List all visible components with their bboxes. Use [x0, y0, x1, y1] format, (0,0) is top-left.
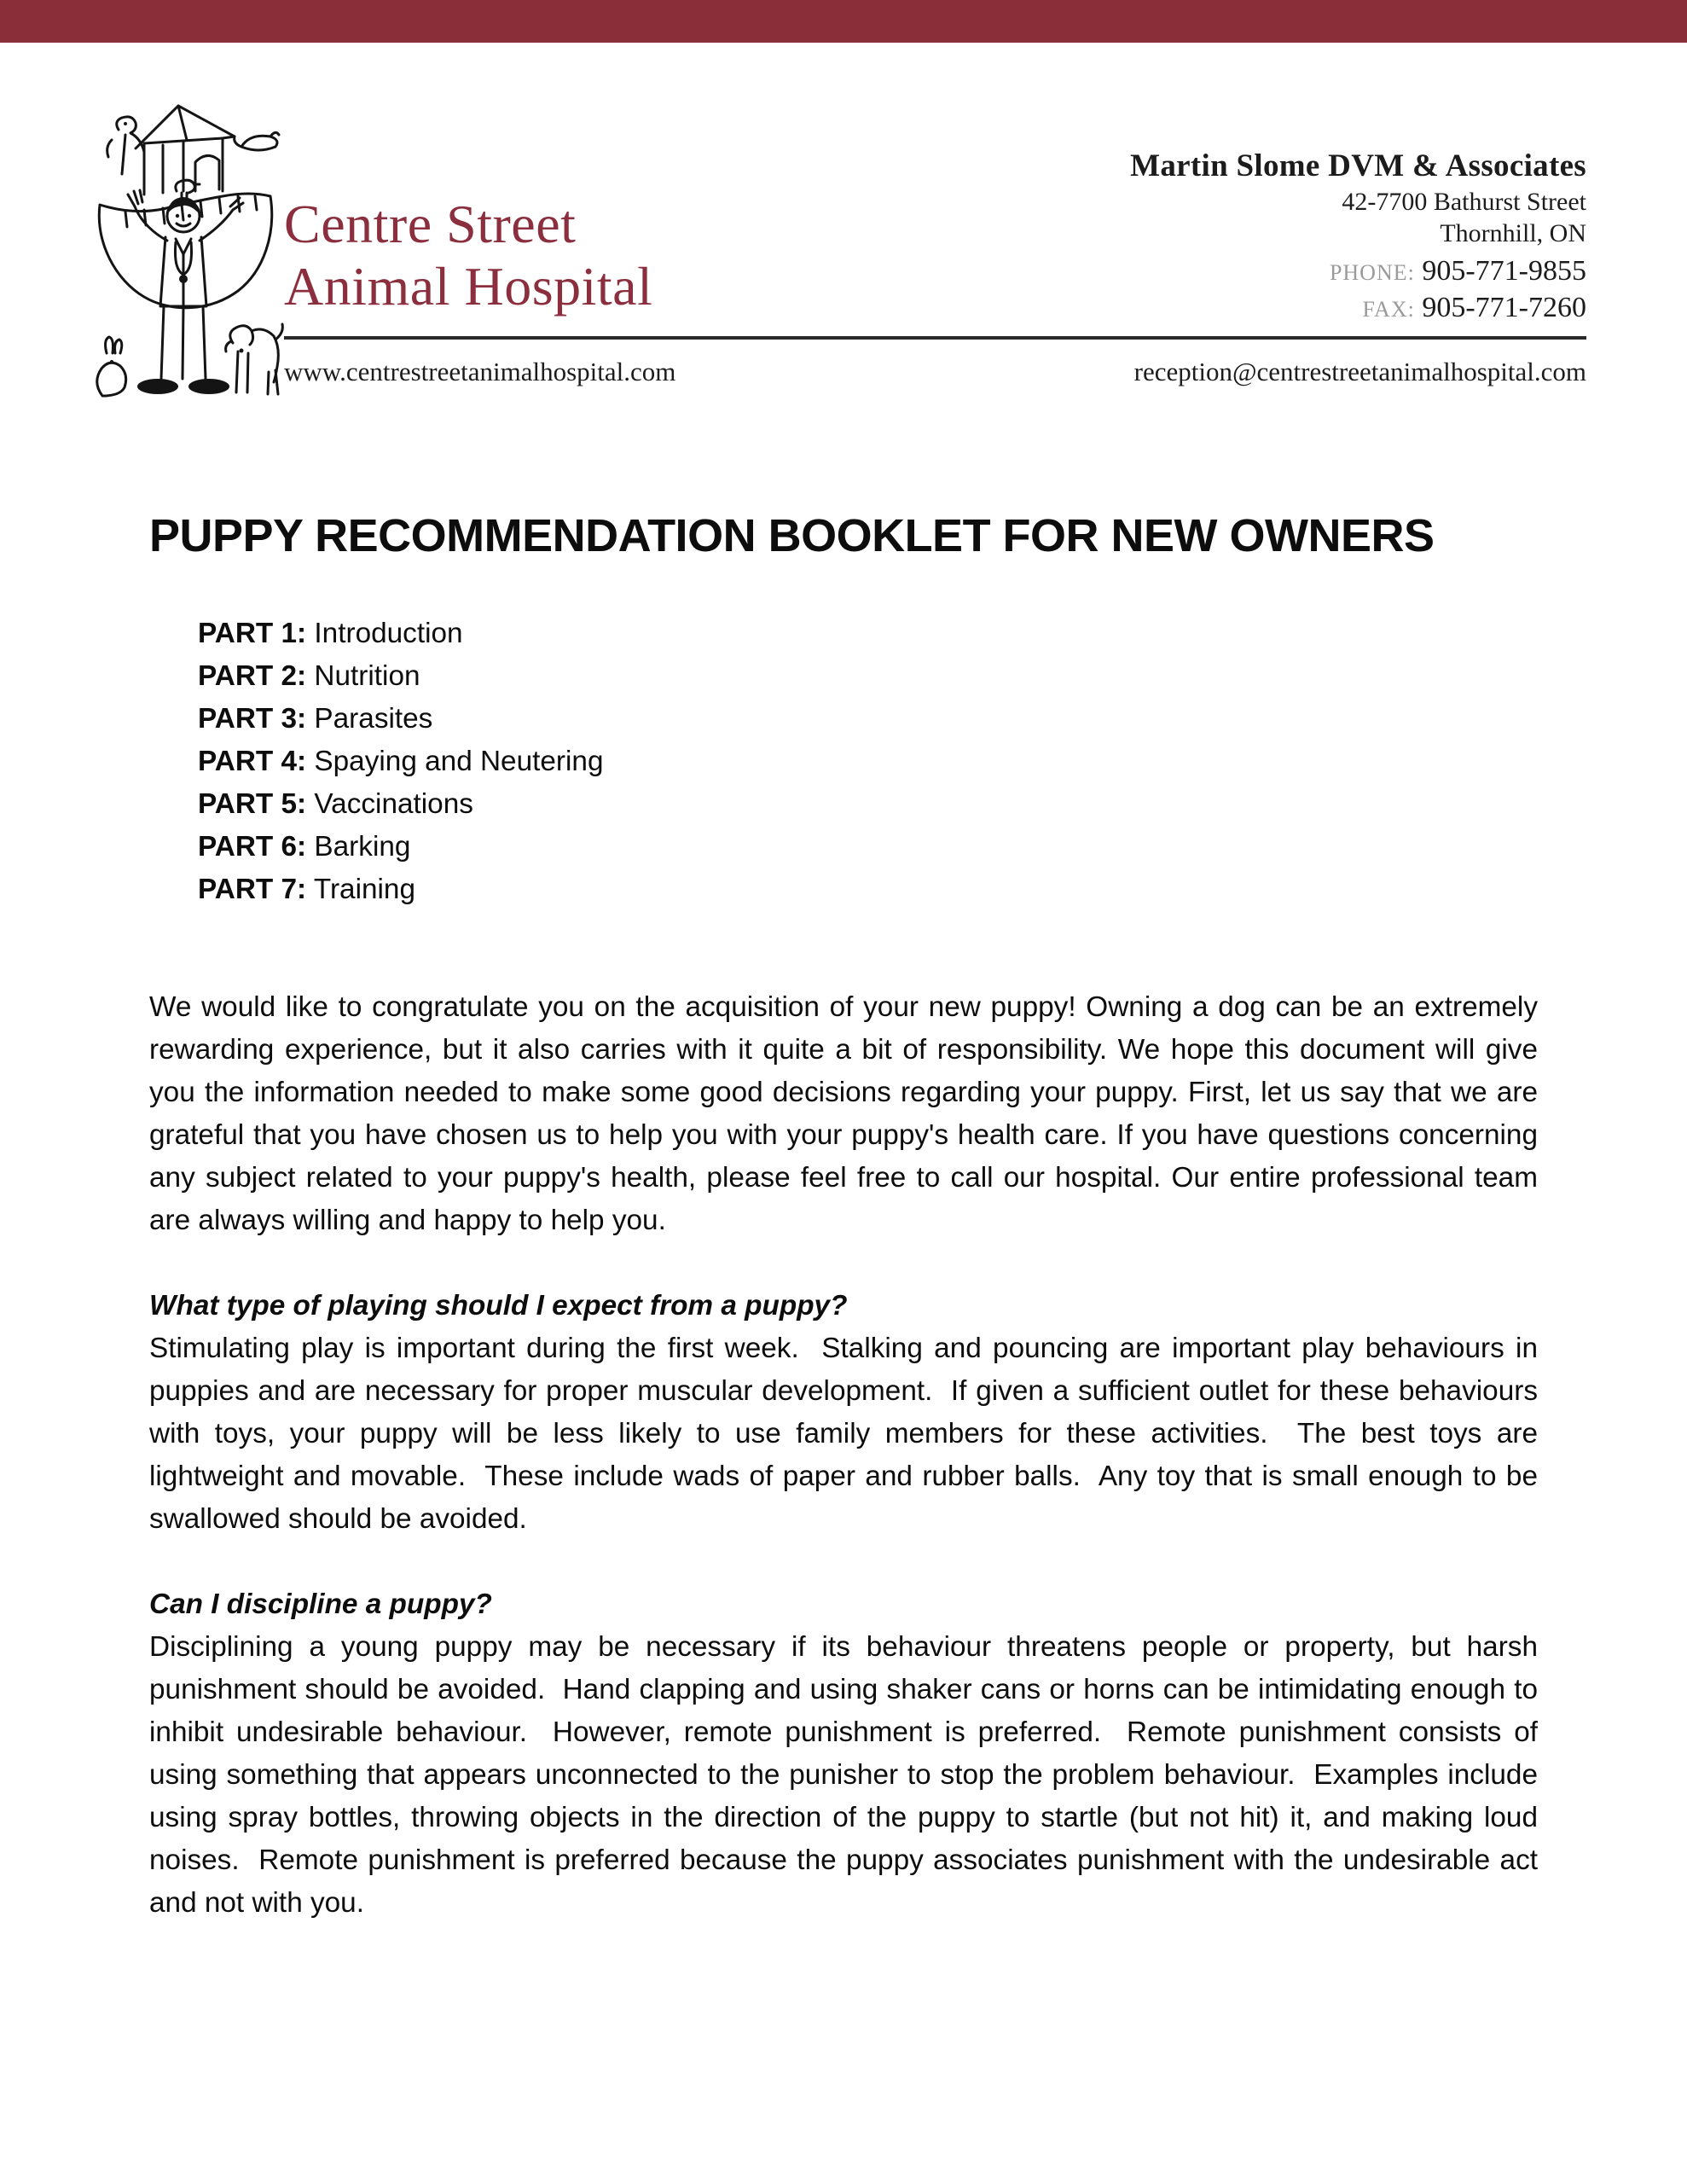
toc-item-part4: [198, 741, 1538, 783]
email-address: reception@centrestreetanimalhospital.com: [1133, 357, 1586, 386]
toc-part4-topic: Spaying and Neutering: [314, 746, 604, 777]
phone-row: [1130, 253, 1586, 291]
clinic-name-line2: Animal Hospital: [284, 256, 653, 317]
toc-part5-label: PART 5:: [198, 788, 307, 820]
address-line2: Thornhill, ON: [1440, 219, 1586, 247]
document-title: PUPPY RECOMMENDATION BOOKLET FOR NEW OWNERS: [149, 510, 1435, 561]
section-heading-playing: What type of playing should I expect from a puppy?: [149, 1290, 848, 1321]
practice-name: Martin Slome DVM & Associates: [1130, 148, 1586, 183]
toc-item-part2: [198, 655, 1538, 698]
vet-ark-logo-icon: [81, 96, 286, 413]
letterhead-divider: [284, 336, 1586, 340]
accent-top-bar: [0, 0, 1687, 43]
toc-item-part3: [198, 698, 1538, 741]
toc-part1-topic: Introduction: [314, 618, 463, 649]
toc-part4-label: PART 4:: [198, 746, 307, 777]
toc-part3-topic: Parasites: [314, 703, 433, 735]
toc-item-part6: [198, 826, 1538, 868]
toc-part5-topic: Vaccinations: [314, 788, 473, 820]
toc-part1-label: PART 1:: [198, 618, 307, 649]
phone-label: PHONE:: [1329, 260, 1415, 285]
toc-item-part7: [198, 868, 1538, 911]
section-paragraph-playing: Stimulating play is important during the first week. Stalking and pouncing are important play behaviours in puppies and are necessary for proper muscular development. If given a sufficient outlet for these behaviours with toys, your puppy will be less likely to use family members for these activities. The best toys are lightweight and movable. These include wads of paper and rubber balls. Any toy that is small enough to be swallowed should be avoided.: [149, 1333, 1546, 1535]
toc-part6-topic: Barking: [314, 831, 411, 863]
toc-item-part5: [198, 783, 1538, 826]
section-heading-discipline: Can I discipline a puppy?: [149, 1589, 492, 1620]
clinic-name-line1: Centre Street: [284, 194, 577, 254]
section-paragraph-discipline: Disciplining a young puppy may be necessary if its behaviour threatens people or property, but harsh punishment should be avoided. Hand clapping and using shaker cans or horns can be intimidating enough to inhibit undesirable behaviour. However, remote punishment is preferred. Remote punishment consists of using something that appears unconnected to the punisher to stop the problem behaviour. Examples include using spray bottles, throwing objects in the direction of the puppy to startle (but not hit) it, and making loud noises. Remote punishment is preferred because the puppy associates punishment with the undesirable act and not with you.: [149, 1631, 1546, 1919]
toc-part6-label: PART 6:: [198, 831, 307, 863]
fax-label: FAX:: [1362, 297, 1415, 322]
phone-number: 905-771-9855: [1422, 255, 1586, 287]
toc-part7-label: PART 7:: [198, 874, 307, 905]
toc-part2-topic: Nutrition: [314, 660, 420, 692]
toc-part2-label: PART 2:: [198, 660, 307, 692]
toc-item-part1: [198, 613, 1538, 655]
intro-paragraph: We would like to congratulate you on the acquisition of your new puppy! Owning a dog can be an extremely rewarding experience, but it also carries with it quite a bit of responsibility. We hope this document will give you the information needed to make some good decisions regarding your puppy. First, let us say that we are grateful that you have chosen us to help you with your puppy's health care. If you have questions concerning any subject related to your puppy's health, please feel free to call our hospital. Our entire professional team are always willing and happy to help you.: [149, 991, 1546, 1236]
document-body: [149, 510, 1546, 1925]
toc-part3-label: PART 3:: [198, 703, 307, 735]
clinic-logo: [81, 96, 286, 413]
address-line1: 42-7700 Bathurst Street: [1342, 188, 1586, 216]
fax-row: [1130, 291, 1586, 327]
contact-block: [1130, 147, 1586, 327]
web-contact-row: [284, 355, 1586, 389]
fax-number: 905-771-7260: [1422, 292, 1586, 323]
clinic-name: [284, 193, 652, 317]
website-url: www.centrestreetanimalhospital.com: [284, 357, 676, 386]
toc-part7-topic: Training: [313, 874, 415, 905]
table-of-contents: [198, 613, 1538, 911]
